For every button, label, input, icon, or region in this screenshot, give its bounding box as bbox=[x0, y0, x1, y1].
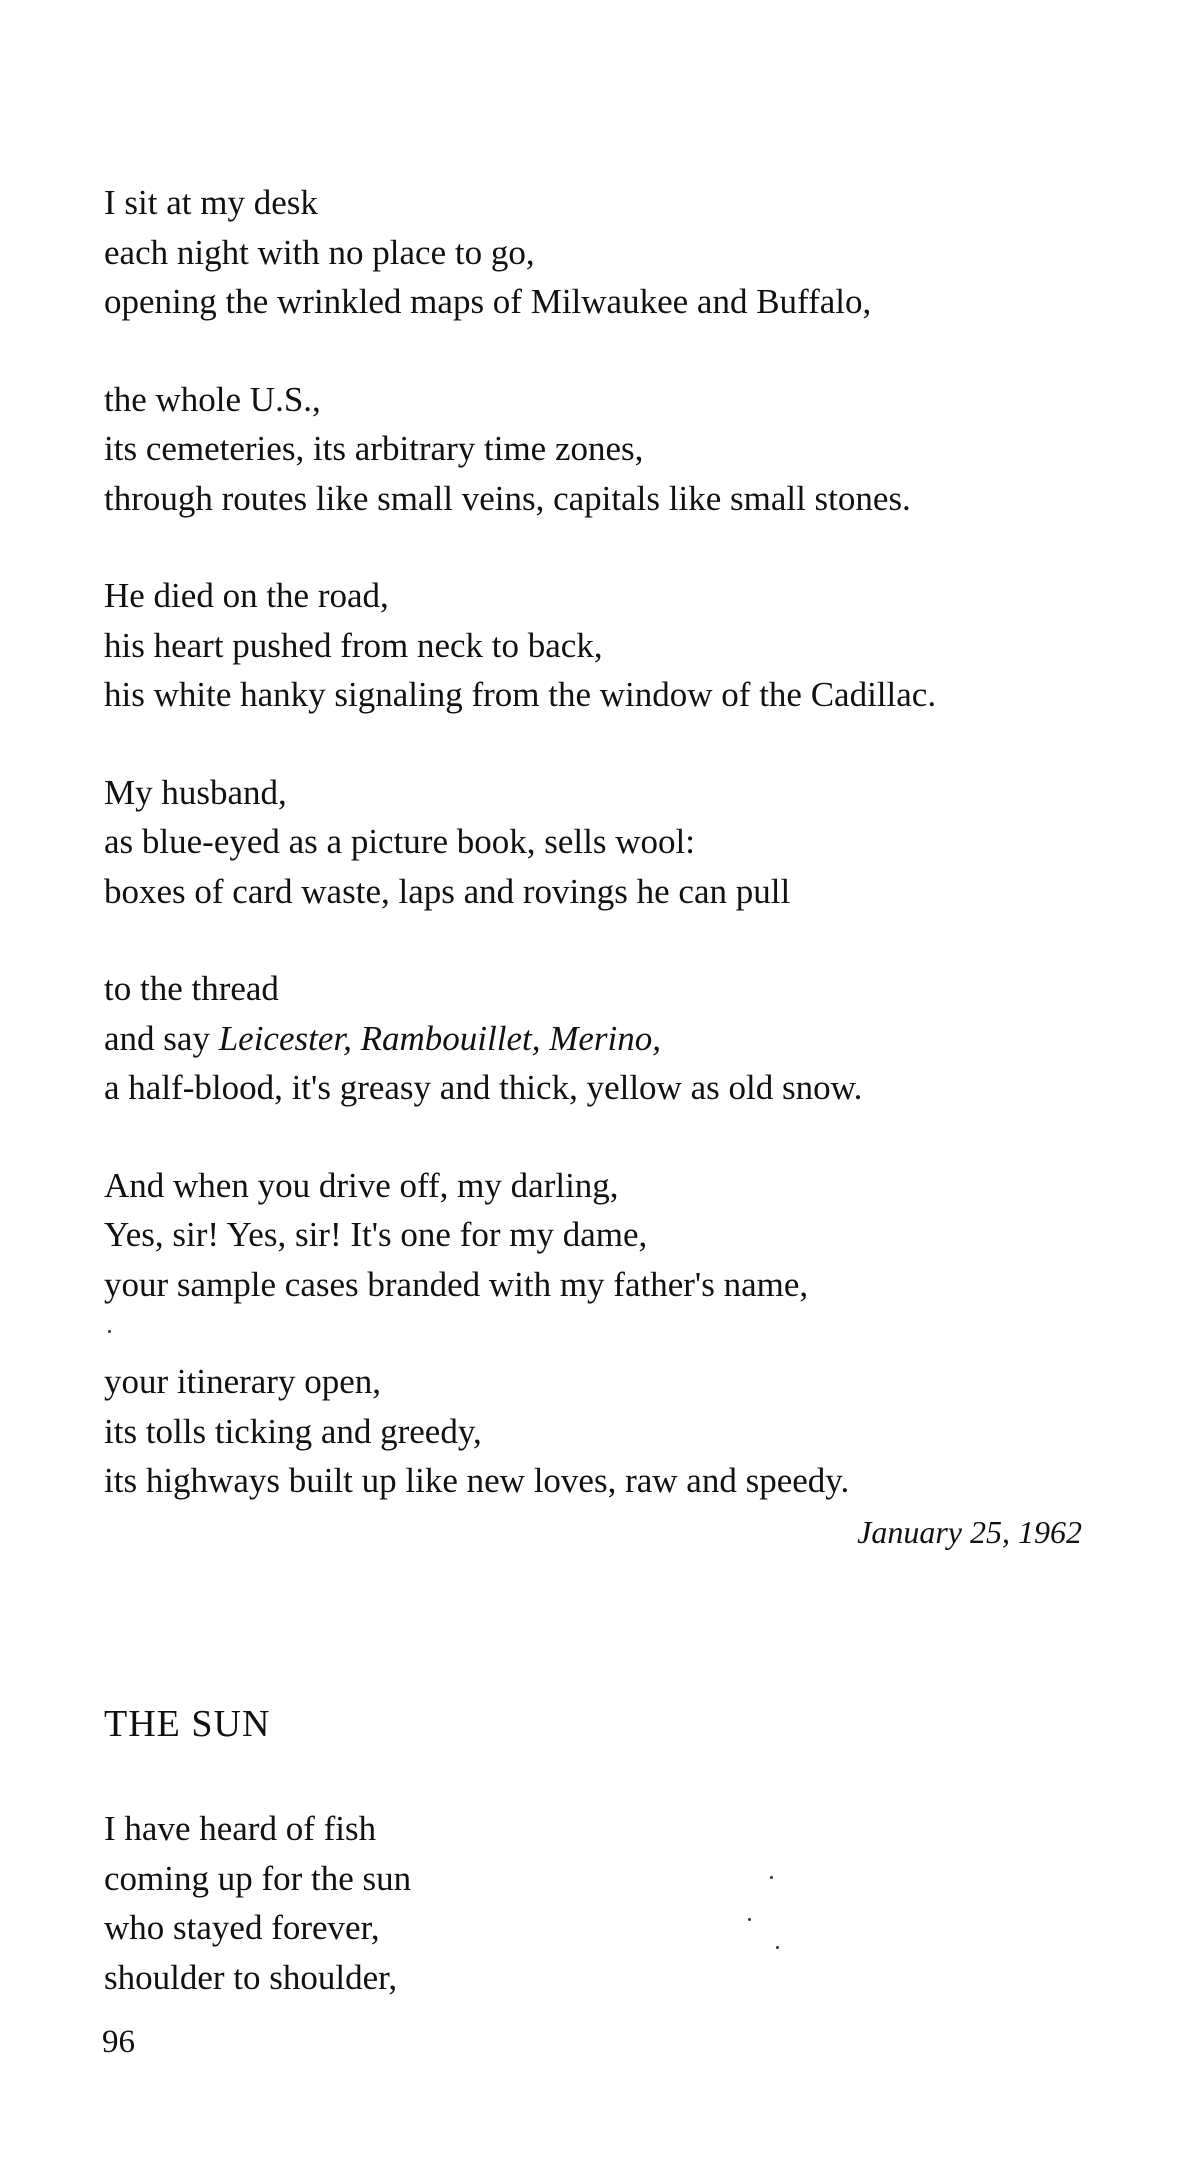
poem-line: I sit at my desk bbox=[104, 183, 318, 222]
scan-speck bbox=[770, 1876, 773, 1879]
poem-line: through routes like small veins, capitals like small stones. bbox=[104, 478, 911, 518]
poem-line: Yes, sir! Yes, sir! It's one for my dame, bbox=[104, 1215, 648, 1254]
scan-speck bbox=[108, 1330, 111, 1333]
line-prefix: and say bbox=[104, 1018, 219, 1058]
poem-line: coming up for the sun bbox=[104, 1858, 412, 1898]
stanza-7 bbox=[104, 1357, 1104, 1506]
poem-line: I have heard of fish bbox=[104, 1809, 377, 1848]
poem-line: your sample cases branded with my father's name, bbox=[104, 1264, 809, 1304]
stanza-1 bbox=[104, 178, 1104, 327]
poem-line: its cemeteries, its arbitrary time zones, bbox=[104, 429, 644, 468]
scan-speck bbox=[776, 1946, 779, 1949]
sun-poem-body bbox=[104, 1804, 1004, 2002]
poem-line: shoulder to shoulder, bbox=[104, 1957, 398, 1997]
poem-line: opening the wrinkled maps of Milwaukee and Buffalo, bbox=[104, 282, 872, 321]
page-number: 96 bbox=[102, 2024, 135, 2060]
poem-line: a half-blood, it's greasy and thick, yellow as old snow. bbox=[104, 1068, 863, 1107]
scan-speck bbox=[748, 1918, 751, 1921]
poem-line: his white hanky signaling from the window of the Cadillac. bbox=[104, 675, 937, 714]
poem-line: boxes of card waste, laps and rovings he can pull bbox=[104, 871, 791, 911]
poem-title-the-sun: THE SUN bbox=[104, 1703, 271, 1745]
sheep-breeds-italic: Leicester, Rambouillet, Merino, bbox=[218, 1018, 661, 1058]
poem-line: who stayed forever, bbox=[104, 1908, 380, 1947]
poem-line: its tolls ticking and greedy, bbox=[104, 1411, 482, 1451]
poem-line: your itinerary open, bbox=[104, 1362, 381, 1401]
poem-line: each night with no place to go, bbox=[104, 232, 535, 272]
poem-line-sheep-breeds bbox=[104, 1014, 1104, 1064]
stanza-3 bbox=[104, 571, 1104, 720]
stanza-6 bbox=[104, 1161, 1104, 1310]
stanza-5 bbox=[104, 964, 1104, 1113]
poem-line: He died on the road, bbox=[104, 576, 389, 615]
poem-body bbox=[104, 178, 1104, 1506]
poem-line: its highways built up like new loves, raw and speedy. bbox=[104, 1461, 850, 1500]
poem-line: the whole U.S., bbox=[104, 379, 321, 419]
stanza-2 bbox=[104, 375, 1104, 524]
poem-date: January 25, 1962 bbox=[857, 1514, 1082, 1550]
poem-line: as blue-eyed as a picture book, sells wool: bbox=[104, 822, 695, 861]
stanza-4 bbox=[104, 768, 1104, 917]
poem-line: his heart pushed from neck to back, bbox=[104, 625, 603, 665]
poem-line: And when you drive off, my darling, bbox=[104, 1165, 619, 1205]
poem-line: to the thread bbox=[104, 969, 279, 1008]
poem-line: My husband, bbox=[104, 772, 287, 812]
